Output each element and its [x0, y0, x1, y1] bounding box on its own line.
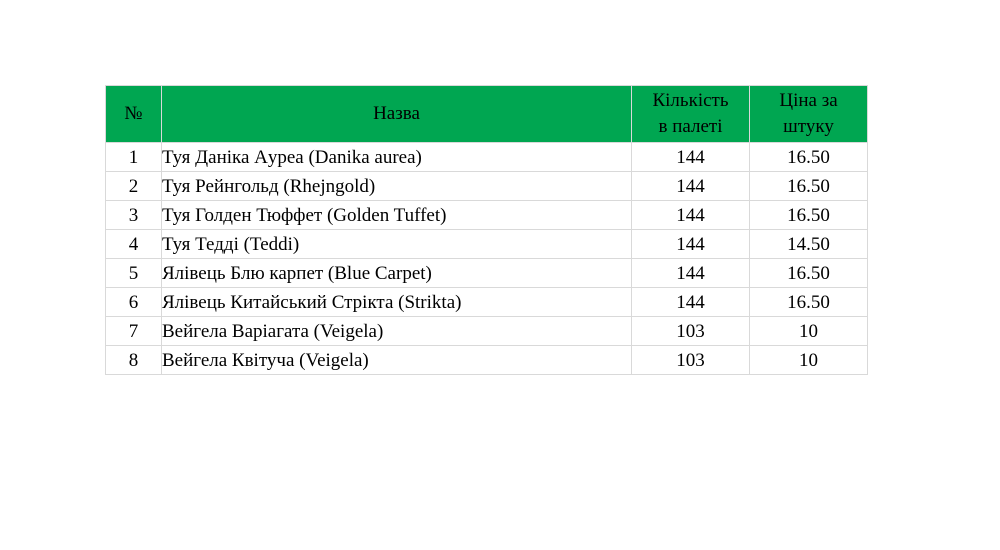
cell-quantity: 103: [632, 317, 750, 346]
cell-price: 16.50: [750, 172, 868, 201]
column-header-number-label: №: [124, 103, 143, 125]
table-row: [106, 201, 868, 230]
table-row: [106, 346, 868, 375]
table-row: [106, 317, 868, 346]
column-header-quantity-label-line2: в палеті: [658, 116, 723, 137]
column-header-quantity-label-line1: Кількість: [652, 90, 729, 112]
column-header-price-label-line1: Ціна за: [779, 90, 838, 112]
cell-number: 4: [106, 230, 162, 259]
table-row: [106, 143, 868, 172]
cell-quantity: 144: [632, 143, 750, 172]
cell-price: 14.50: [750, 230, 868, 259]
cell-quantity: 144: [632, 172, 750, 201]
cell-number: 7: [106, 317, 162, 346]
price-table-container: [105, 85, 867, 375]
column-header-name: [162, 86, 632, 143]
cell-quantity: 144: [632, 230, 750, 259]
table-header: [106, 86, 868, 143]
cell-name: Туя Голден Тюффет (Golden Tuffet): [162, 201, 632, 230]
table-header-row: [106, 86, 868, 143]
cell-name: Ялівець Блю карпет (Blue Carpet): [162, 259, 632, 288]
table-row: [106, 288, 868, 317]
cell-name: Туя Даніка Аypea (Danika aurea): [162, 143, 632, 172]
cell-number: 3: [106, 201, 162, 230]
cell-number: 2: [106, 172, 162, 201]
cell-price: 16.50: [750, 259, 868, 288]
cell-price: 16.50: [750, 288, 868, 317]
cell-price: 10: [750, 346, 868, 375]
column-header-price: [750, 86, 868, 143]
cell-price: 16.50: [750, 143, 868, 172]
cell-number: 1: [106, 143, 162, 172]
cell-name: Туя Рейнгольд (Rhejngold): [162, 172, 632, 201]
cell-name: Ялівець Китайський Стрікта (Strikta): [162, 288, 632, 317]
cell-name: Туя Тедді (Teddi): [162, 230, 632, 259]
cell-number: 6: [106, 288, 162, 317]
column-header-price-label-line2: штуку: [783, 116, 834, 137]
table-row: [106, 230, 868, 259]
price-table: [105, 85, 868, 375]
table-row: [106, 259, 868, 288]
cell-price: 16.50: [750, 201, 868, 230]
cell-name: Вейгела Варіагата (Veigela): [162, 317, 632, 346]
cell-number: 5: [106, 259, 162, 288]
column-header-name-label: Назва: [373, 103, 420, 125]
cell-quantity: 144: [632, 288, 750, 317]
cell-quantity: 103: [632, 346, 750, 375]
cell-price: 10: [750, 317, 868, 346]
cell-quantity: 144: [632, 259, 750, 288]
column-header-quantity: [632, 86, 750, 143]
cell-quantity: 144: [632, 201, 750, 230]
table-row: [106, 172, 868, 201]
table-body: [106, 143, 868, 375]
cell-number: 8: [106, 346, 162, 375]
cell-name: Вейгела Квітуча (Veigela): [162, 346, 632, 375]
column-header-number: [106, 86, 162, 143]
